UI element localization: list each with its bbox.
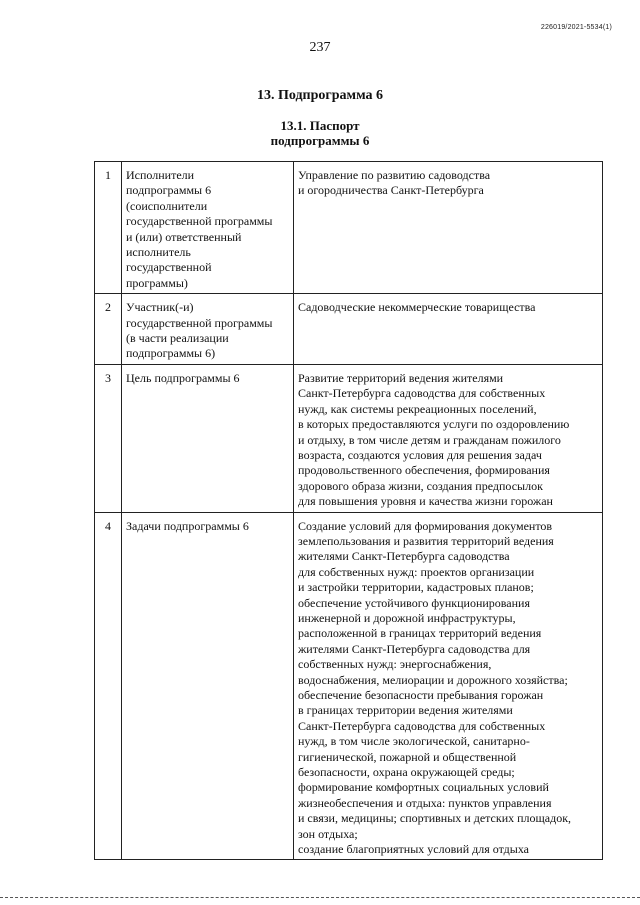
- row-value-line: жителями Санкт-Петербурга садоводства: [298, 549, 510, 564]
- row-value: [294, 162, 603, 294]
- row-value: [294, 512, 603, 860]
- row-label-line: государственной: [126, 260, 212, 275]
- row-value-line: Создание условий для формирования документов: [298, 518, 553, 533]
- row-number: 4: [95, 512, 122, 860]
- row-value-line: зон отдыха;: [298, 826, 358, 841]
- row-value-line: жителями Санкт-Петербурга садоводства для: [298, 641, 531, 656]
- row-value-line: жизнеобеспечения и отдыха: пунктов управления: [298, 795, 552, 810]
- row-value-line: для собственных нужд: проектов организации: [298, 564, 535, 579]
- row-label-line: (в части реализации: [126, 331, 229, 346]
- row-label-line: подпрограммы 6: [126, 183, 212, 198]
- row-value-line: и отдыху, в том числе детям и гражданам пожилого: [298, 432, 561, 447]
- row-label: [122, 162, 294, 294]
- table-row: [95, 294, 603, 365]
- page-bottom-rule: [0, 897, 640, 898]
- row-label-line: Цель подпрограммы 6: [126, 370, 240, 385]
- row-value-line: и застройки территории, кадастровых планов;: [298, 580, 534, 595]
- row-value-line: обеспечение безопасности пребывания горожан: [298, 688, 544, 702]
- row-value-line: здорового образа жизни, создания предпосылок: [298, 478, 543, 493]
- row-value-line: в границах территории ведения жителями: [298, 703, 513, 718]
- row-number: 1: [95, 162, 122, 294]
- row-number: 3: [95, 364, 122, 512]
- row-value-line: формирование комфортных социальных условий: [298, 780, 549, 795]
- row-value-line: обеспечение устойчивого функционирования: [298, 595, 530, 610]
- document-code: 226019/2021-5534(1): [540, 24, 612, 31]
- row-value-line: Управление по развитию садоводства: [298, 168, 491, 182]
- row-label-line: государственной программы: [126, 214, 273, 229]
- row-value-line: нужд, в том числе экологической, санитарно-: [298, 734, 530, 749]
- row-label: [122, 364, 294, 512]
- row-value-line: и связи, медицины; спортивных и детских площадок,: [298, 811, 572, 826]
- row-label-line: Исполнители: [126, 168, 195, 182]
- row-label-line: программы): [126, 275, 188, 290]
- row-value: [294, 294, 603, 365]
- row-value-line: собственных нужд: энергоснабжения,: [298, 657, 492, 672]
- row-value: [294, 364, 603, 512]
- row-label-line: государственной программы: [126, 315, 273, 330]
- table-row: [95, 364, 603, 512]
- table-row: [95, 512, 603, 860]
- row-label-line: подпрограммы 6): [126, 346, 216, 361]
- row-value-line: продовольственного обеспечения, формирования: [298, 463, 550, 478]
- row-value-line: Садоводческие некоммерческие товарищества: [298, 300, 536, 315]
- row-value-line: создание благоприятных условий для отдыха: [298, 842, 529, 857]
- row-value-line: гигиенической, пожарной и общественной: [298, 749, 517, 764]
- subsection-title-line: 13.1. Паспорт: [280, 118, 360, 133]
- row-label-line: исполнитель: [126, 245, 191, 260]
- row-value-line: для повышения уровня и качества жизни горожан: [298, 494, 553, 509]
- row-value-line: возраста, создаются условия для решения задач: [298, 447, 542, 462]
- row-value-line: в которых предоставляются услуги по оздоровлению: [298, 417, 570, 432]
- row-value-line: Санкт-Петербурга садоводства для собственных: [298, 718, 546, 733]
- row-value-line: Развитие территорий ведения жителями: [298, 370, 504, 385]
- passport-table: [94, 161, 603, 860]
- row-value-line: землепользования и развития территорий ведения: [298, 533, 554, 548]
- row-value-line: нужд, как системы рекреационных поселений,: [298, 401, 537, 416]
- section-title: 13. Подпрограмма 6: [256, 88, 384, 103]
- row-number: 2: [95, 294, 122, 365]
- row-value-line: Санкт-Петербурга садоводства для собственных: [298, 386, 546, 401]
- passport-table-body: [95, 162, 603, 860]
- row-value-line: водоснабжения, мелиорации и дорожного хозяйства;: [298, 672, 568, 687]
- subsection-title: [0, 118, 640, 148]
- row-label-line: и (или) ответственный: [126, 229, 242, 244]
- table-row: [95, 162, 603, 294]
- row-label-line: Задачи подпрограммы 6: [126, 518, 249, 533]
- subsection-title-line: подпрограммы 6: [270, 133, 370, 148]
- row-value-line: безопасности, охрана окружающей среды;: [298, 765, 515, 780]
- page-number: 237: [309, 40, 331, 55]
- row-label: [122, 294, 294, 365]
- row-label: [122, 512, 294, 860]
- row-value-line: и огородничества Санкт-Петербурга: [298, 183, 484, 198]
- row-value-line: расположенной в границах территорий ведения: [298, 626, 542, 641]
- row-label-line: Участник(-и): [126, 300, 194, 315]
- row-label-line: (соисполнители: [126, 198, 208, 213]
- row-value-line: инженерной и дорожной инфраструктуры,: [298, 610, 516, 625]
